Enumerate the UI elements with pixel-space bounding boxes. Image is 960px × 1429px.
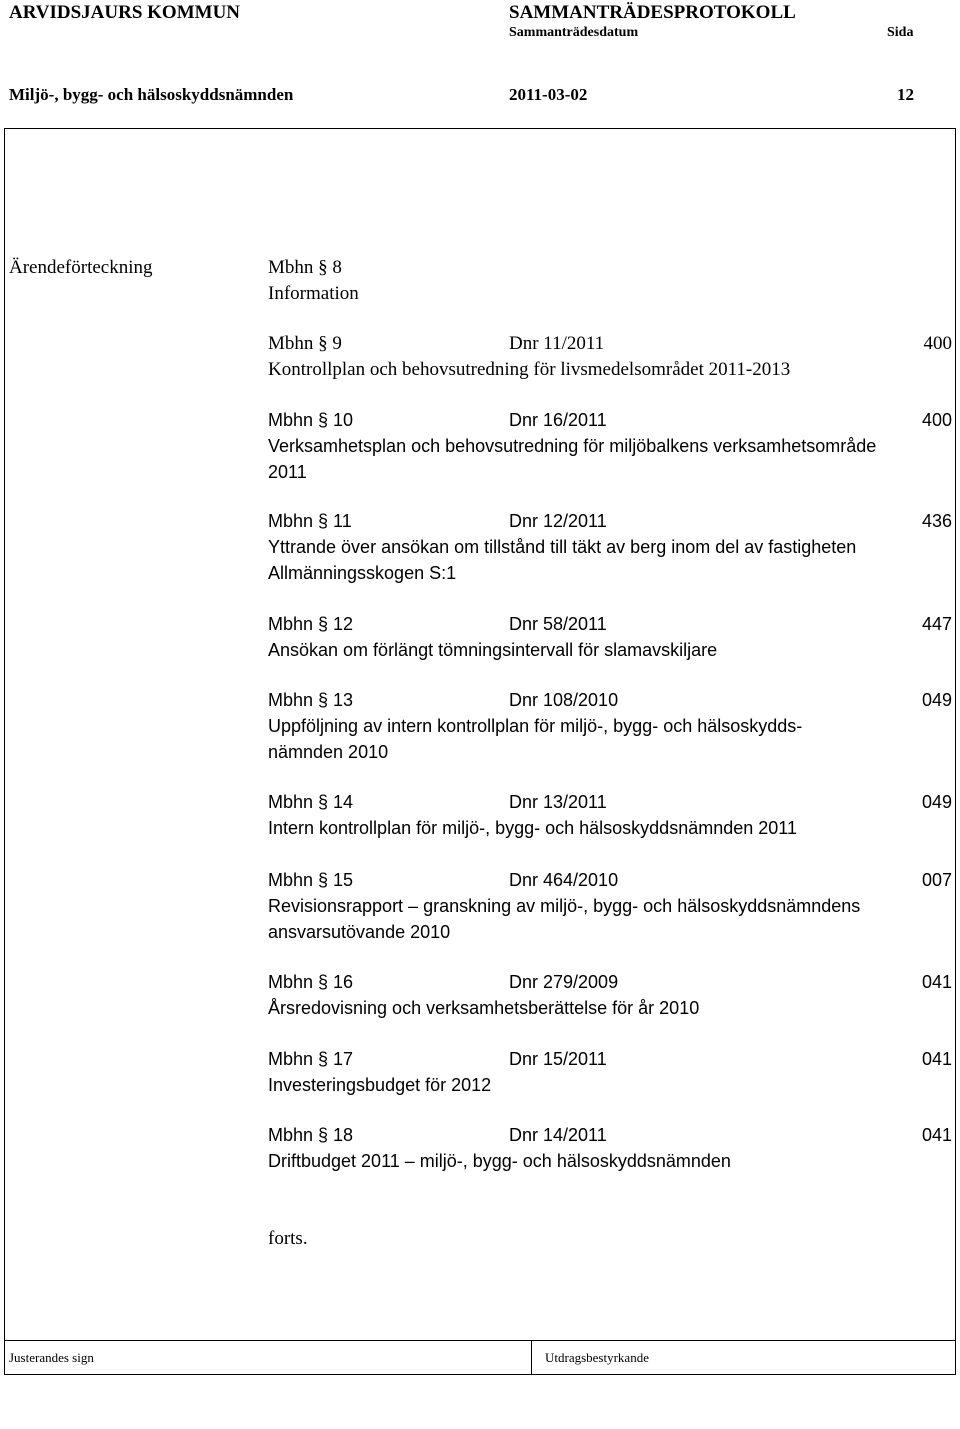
- item-title-line: ansvarsutövande 2010: [268, 922, 451, 942]
- item-title-line: Ansökan om förlängt tömningsintervall för slamavskiljare: [268, 640, 718, 660]
- item-ref: Mbhn § 11: [268, 511, 352, 531]
- item-title-line: Verksamhetsplan och behovsutredning för miljöbalkens verksamhetsområde: [268, 436, 877, 456]
- item-code: 041: [921, 1125, 952, 1145]
- item-ref: Mbhn § 13: [268, 690, 354, 710]
- item-code: 447: [921, 614, 952, 634]
- item-dnr: Dnr 11/2011: [509, 333, 605, 354]
- signature-label: Justerandes sign: [9, 1350, 94, 1365]
- page-number: 12: [897, 85, 914, 104]
- item-ref: Mbhn § 15: [268, 870, 354, 890]
- item-ref: Mbhn § 14: [268, 792, 354, 812]
- item-title-line: Kontrollplan och behovsutredning för livsmedelsområdet 2011-2013: [268, 359, 791, 380]
- item-code: 041: [921, 972, 952, 992]
- item-title-line: Allmänningsskogen S:1: [268, 563, 457, 583]
- page-label: Sida: [887, 25, 914, 40]
- item-dnr: Dnr 13/2011: [509, 792, 607, 812]
- item-code: 400: [923, 333, 952, 354]
- section-label: Ärendeförteckning: [9, 257, 153, 278]
- item-dnr: Dnr 108/2010: [509, 690, 619, 710]
- document-type: SAMMANTRÄDESPROTOKOLL: [509, 2, 796, 23]
- item-ref: Mbhn § 8: [268, 257, 342, 278]
- item-code: 049: [921, 792, 952, 812]
- item-title: Information: [268, 283, 359, 304]
- item-title-line: Intern kontrollplan för miljö-, bygg- och hälsoskyddsnämnden 2011: [268, 818, 797, 838]
- item-ref: Mbhn § 10: [268, 410, 354, 430]
- item-title-line: Investeringsbudget för 2012: [268, 1075, 492, 1095]
- date-label: Sammanträdesdatum: [509, 25, 639, 40]
- committee-name: Miljö-, bygg- och hälsoskyddsnämnden: [9, 85, 294, 104]
- item-title-line: Driftbudget 2011 – miljö-, bygg- och hälsoskyddsnämnden: [268, 1151, 731, 1171]
- item-title-line: Uppföljning av intern kontrollplan för miljö-, bygg- och hälsoskydds-: [268, 716, 803, 736]
- item-title-line: Årsredovisning och verksamhetsberättelse för år 2010: [268, 998, 700, 1018]
- meeting-date: 2011-03-02: [509, 85, 588, 104]
- item-code: 041: [921, 1049, 952, 1069]
- continued-label: forts.: [268, 1228, 308, 1249]
- item-code: 007: [921, 870, 952, 890]
- organization-name: ARVIDSJAURS KOMMUN: [9, 2, 241, 23]
- item-ref: Mbhn § 16: [268, 972, 354, 992]
- item-code: 436: [921, 511, 952, 531]
- item-dnr: Dnr 58/2011: [509, 614, 607, 634]
- item-dnr: Dnr 464/2010: [509, 870, 619, 890]
- footer-divider: [531, 1341, 532, 1374]
- item-code: 049: [921, 690, 952, 710]
- item-dnr: Dnr 15/2011: [509, 1049, 607, 1069]
- item-dnr: Dnr 12/2011: [509, 511, 607, 531]
- signature-footer: [4, 1341, 956, 1375]
- item-title-line: Yttrande över ansökan om tillstånd till täkt av berg inom del av fastigheten: [268, 537, 857, 557]
- item-ref: Mbhn § 18: [268, 1125, 354, 1145]
- item-title-line: 2011: [268, 462, 307, 482]
- item-dnr: Dnr 16/2011: [509, 410, 607, 430]
- item-title-line: nämnden 2010: [268, 742, 389, 762]
- item-ref: Mbhn § 17: [268, 1049, 354, 1069]
- item-dnr: Dnr 14/2011: [509, 1125, 607, 1145]
- item-title-line: Revisionsrapport – granskning av miljö-, bygg- och hälsoskyddsnämndens: [268, 896, 861, 916]
- item-ref: Mbhn § 9: [268, 333, 342, 354]
- item-dnr: Dnr 279/2009: [509, 972, 619, 992]
- certification-label: Utdragsbestyrkande: [545, 1350, 649, 1365]
- item-code: 400: [921, 410, 952, 430]
- item-ref: Mbhn § 12: [268, 614, 354, 634]
